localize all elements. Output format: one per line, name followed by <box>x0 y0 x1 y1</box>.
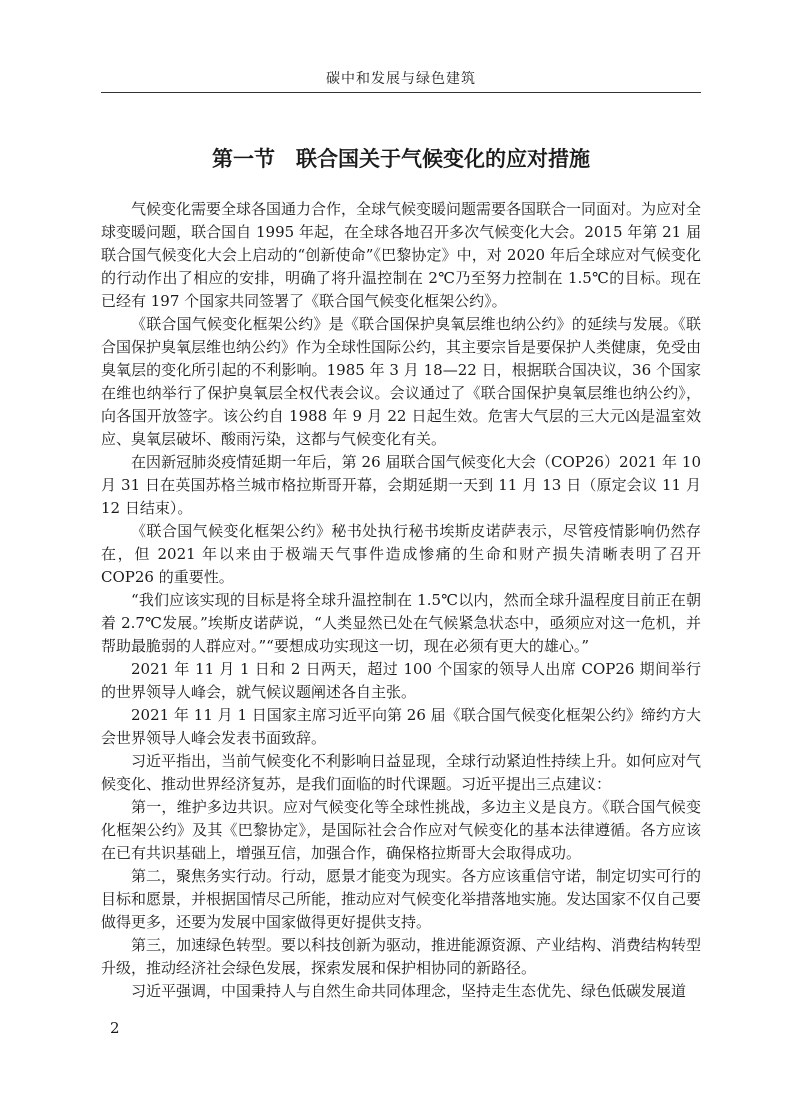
paragraph: 第一，维护多边共识。应对气候变化等全球性挑战，多边主义是良方。《联合国气候变化框架公约》及其《巴黎协定》，是国际社会合作应对气候变化的基本法律遵循。各方应该在已有共识基础上，增强互信，加强合作，确保格拉斯哥大会取得成功。 <box>101 798 701 862</box>
paragraph: 习近平强调，中国秉持人与自然生命共同体理念，坚持走生态优先、绿色低碳发展道 <box>131 982 687 1000</box>
running-header <box>101 52 701 93</box>
paragraph: 《联合国气候变化框架公约》是《联合国保护臭氧层维也纳公约》的延续与发展。《联合国保护臭氧层维也纳公约》作为全球性国际公约，其主要宗旨是要保护人类健康，免受由臭氧层的变化所引起的不利影响。1985 年 3 月 18—22 日，根据联合国决议，36 个国家在维也纳举行了保护臭氧层全权代表会议。会议通过了《联合国保护臭氧层维也纳公约》，向各国开放签字。该公约自 1988 年 9 月 22 日起生效。危害大气层的三大元凶是温室效应、臭氧层破坏、酸雨污染，这都与气候变化有关。 <box>101 315 702 448</box>
paragraph: 第三，加速绿色转型。要以科技创新为驱动，推进能源资源、产业结构、消费结构转型升级，推动经济社会绿色发展，探索发展和保护相协同的新路径。 <box>101 936 702 977</box>
paragraph: 2021 年 11 月 1 日国家主席习近平向第 26 届《联合国气候变化框架公约》缔约方大会世界领导人峰会发表书面致辞。 <box>101 706 701 747</box>
body-text <box>101 198 701 1003</box>
paragraph: 在因新冠肺炎疫情延期一年后，第 26 届联合国气候变化大会（COP26）2021 年 10 月 31 日在英国苏格兰城市格拉斯哥开幕，会期延期一天到 11 月 13 日（原定会议 11 月 12 日结束）。 <box>101 453 701 517</box>
paragraph: “我们应该实现的目标是将全球升温控制在 1.5℃以内，然而全球升温程度目前正在朝着 2.7℃发展。”埃斯皮诺萨说，“人类显然已处在气候紧急状态中，亟须应对这一危机，并帮助最脆弱的人群应对。”“要想成功实现这一切，现在必须有更大的雄心。” <box>101 591 701 655</box>
paragraph: 气候变化需要全球各国通力合作，全球气候变暖问题需要各国联合一同面对。为应对全球变暖问题，联合国自 1995 年起，在全球各地召开多次气候变化大会。2015 年第 21 届联合国气候变化大会上启动的“创新使命”《巴黎协定》中，对 2020 年后全球应对气候变化的行动作出了相应的安排，明确了将升温控制在 2℃乃至努力控制在 1.5℃的目标。现在已经有 197 个国家共同签署了《联合国气候变化框架公约》。 <box>101 200 702 310</box>
running-title: 碳中和发展与绿色建筑 <box>326 71 476 87</box>
paragraph: 习近平指出，当前气候变化不利影响日益显现，全球行动紧迫性持续上升。如何应对气候变化、推动世界经济复苏，是我们面临的时代课题。习近平提出三点建议： <box>101 752 702 793</box>
paragraph: 《联合国气候变化框架公约》秘书处执行秘书埃斯皮诺萨表示，尽管疫情影响仍然存在，但 2021 年以来由于极端天气事件造成惨痛的生命和财产损失清晰表明了召开 COP26 的重要性。 <box>101 522 701 586</box>
section-title: 第一节 联合国关于气候变化的应对措施 <box>212 147 590 171</box>
page-number: 2 <box>110 1019 120 1037</box>
paragraph: 2021 年 11 月 1 日和 2 日两天，超过 100 个国家的领导人出席 COP26 期间举行的世界领导人峰会，就气候议题阐述各自主张。 <box>101 660 701 701</box>
paragraph: 第二，聚焦务实行动。行动，愿景才能变为现实。各方应该重信守诺，制定切实可行的目标和愿景，并根据国情尽己所能，推动应对气候变化举措落地实施。发达国家不仅自己要做得更多，还要为发展中国家做得更好提供支持。 <box>101 867 702 931</box>
